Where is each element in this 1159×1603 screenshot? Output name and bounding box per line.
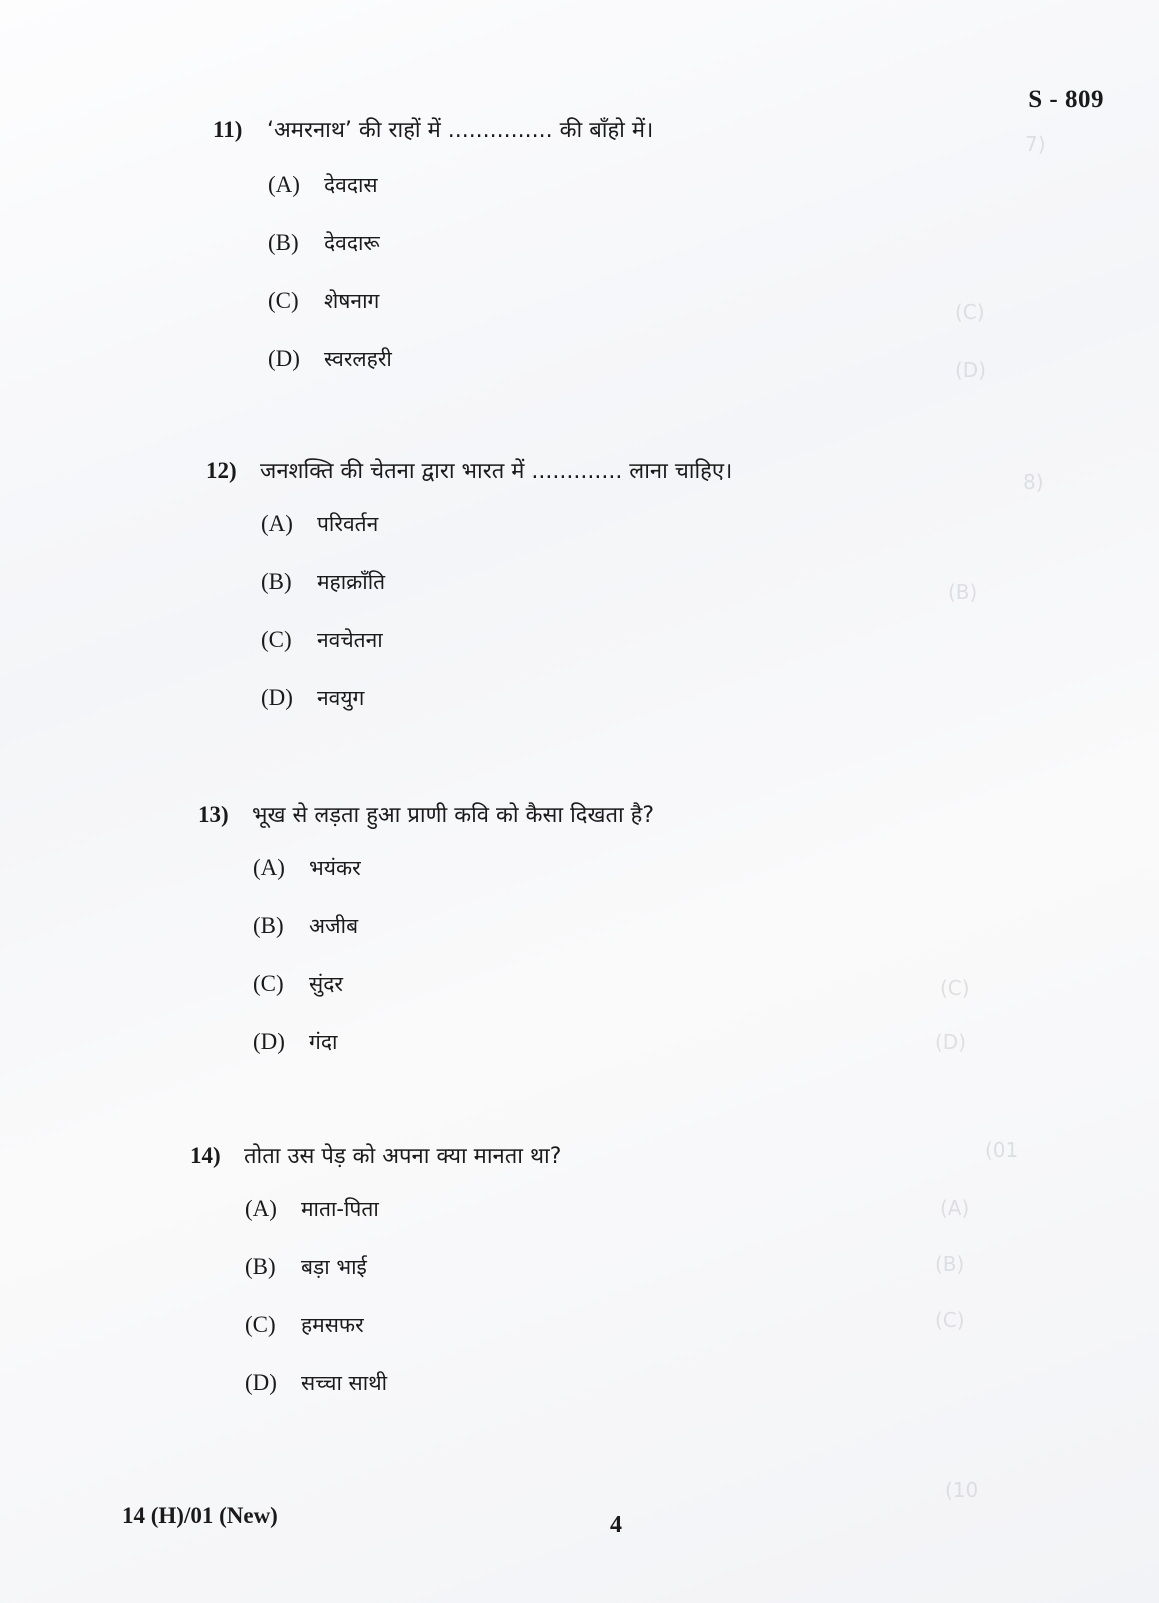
- question-stem: [190, 1141, 561, 1172]
- option-letter: (D): [268, 346, 300, 371]
- question-text: जनशक्ति की चेतना द्वारा भारत में ............. लाना चाहिए।: [260, 459, 733, 484]
- option-letter: (B): [253, 913, 284, 938]
- option-text: परिवर्तन: [317, 512, 379, 536]
- question-11: [213, 115, 653, 402]
- option-b: [253, 911, 654, 969]
- paper-code: S - 809: [1028, 86, 1104, 113]
- question-number: 13): [198, 802, 229, 827]
- question-text: ‘अमरनाथ’ की राहों में ............... की बाँहो में।: [267, 118, 654, 143]
- option-letter: (B): [268, 230, 299, 255]
- show-through-mark: 8): [1023, 470, 1044, 494]
- page-number: 4: [610, 1512, 622, 1538]
- option-text: देवदारू: [324, 231, 380, 255]
- option-c: [261, 625, 732, 683]
- option-text: सच्चा साथी: [301, 1371, 388, 1395]
- show-through-mark: (B): [935, 1252, 965, 1276]
- show-through-mark: (D): [935, 1030, 967, 1054]
- question-stem: [206, 456, 732, 487]
- show-through-mark: 7): [1025, 132, 1046, 156]
- question-13: [198, 800, 654, 1085]
- option-list: [253, 853, 654, 1085]
- option-list: [268, 170, 653, 402]
- option-text: महाक्राँति: [317, 570, 386, 594]
- question-text: भूख से लड़ता हुआ प्राणी कवि को कैसा दिखता है?: [252, 803, 655, 828]
- option-text: हमसफर: [301, 1313, 364, 1337]
- question-number: 11): [213, 117, 243, 142]
- option-text: गंदा: [309, 1030, 338, 1054]
- option-text: बड़ा भाई: [301, 1255, 367, 1279]
- option-c: [253, 969, 654, 1027]
- subject-code: 14 (H)/01 (New): [122, 1503, 278, 1528]
- option-letter: (B): [261, 569, 292, 594]
- question-number: 14): [190, 1143, 221, 1168]
- option-d: [261, 683, 732, 741]
- option-letter: (A): [261, 511, 293, 536]
- option-letter: (C): [268, 288, 299, 313]
- option-d: [268, 344, 653, 402]
- option-letter: (D): [253, 1029, 285, 1054]
- option-text: नवयुग: [317, 686, 365, 710]
- option-letter: (D): [245, 1370, 277, 1395]
- option-b: [261, 567, 732, 625]
- option-text: माता-पिता: [301, 1197, 379, 1221]
- option-a: [261, 509, 732, 567]
- option-d: [245, 1368, 561, 1426]
- option-list: [261, 509, 732, 741]
- option-c: [268, 286, 653, 344]
- option-b: [268, 228, 653, 286]
- option-a: [245, 1194, 561, 1252]
- question-12: [206, 456, 732, 741]
- option-letter: (C): [253, 971, 284, 996]
- option-text: देवदास: [324, 173, 378, 197]
- option-text: स्वरलहरी: [324, 347, 392, 371]
- option-list: [245, 1194, 561, 1426]
- option-c: [245, 1310, 561, 1368]
- option-text: नवचेतना: [317, 628, 383, 652]
- question-number: 12): [206, 458, 237, 483]
- option-a: [253, 853, 654, 911]
- option-d: [253, 1027, 654, 1085]
- show-through-mark: (B): [948, 580, 978, 604]
- show-through-mark: (10: [945, 1478, 979, 1502]
- show-through-mark: (01: [985, 1138, 1019, 1162]
- option-letter: (C): [261, 627, 292, 652]
- option-text: शेषनाग: [324, 289, 380, 313]
- option-text: सुंदर: [309, 972, 343, 996]
- show-through-mark: (C): [940, 976, 970, 1000]
- question-14: [190, 1141, 561, 1426]
- option-b: [245, 1252, 561, 1310]
- option-text: अजीब: [309, 914, 359, 938]
- option-letter: (A): [253, 855, 285, 880]
- question-stem: [198, 800, 654, 831]
- show-through-mark: (C): [955, 300, 985, 324]
- option-letter: (B): [245, 1254, 276, 1279]
- show-through-mark: (C): [935, 1308, 965, 1332]
- show-through-mark: (A): [940, 1196, 970, 1220]
- option-a: [268, 170, 653, 228]
- option-text: भयंकर: [309, 856, 361, 880]
- question-text: तोता उस पेड़ को अपना क्या मानता था?: [244, 1144, 562, 1169]
- show-through-mark: (D): [955, 358, 987, 382]
- option-letter: (A): [245, 1196, 277, 1221]
- question-stem: [213, 115, 653, 146]
- option-letter: (C): [245, 1312, 276, 1337]
- option-letter: (A): [268, 172, 300, 197]
- option-letter: (D): [261, 685, 293, 710]
